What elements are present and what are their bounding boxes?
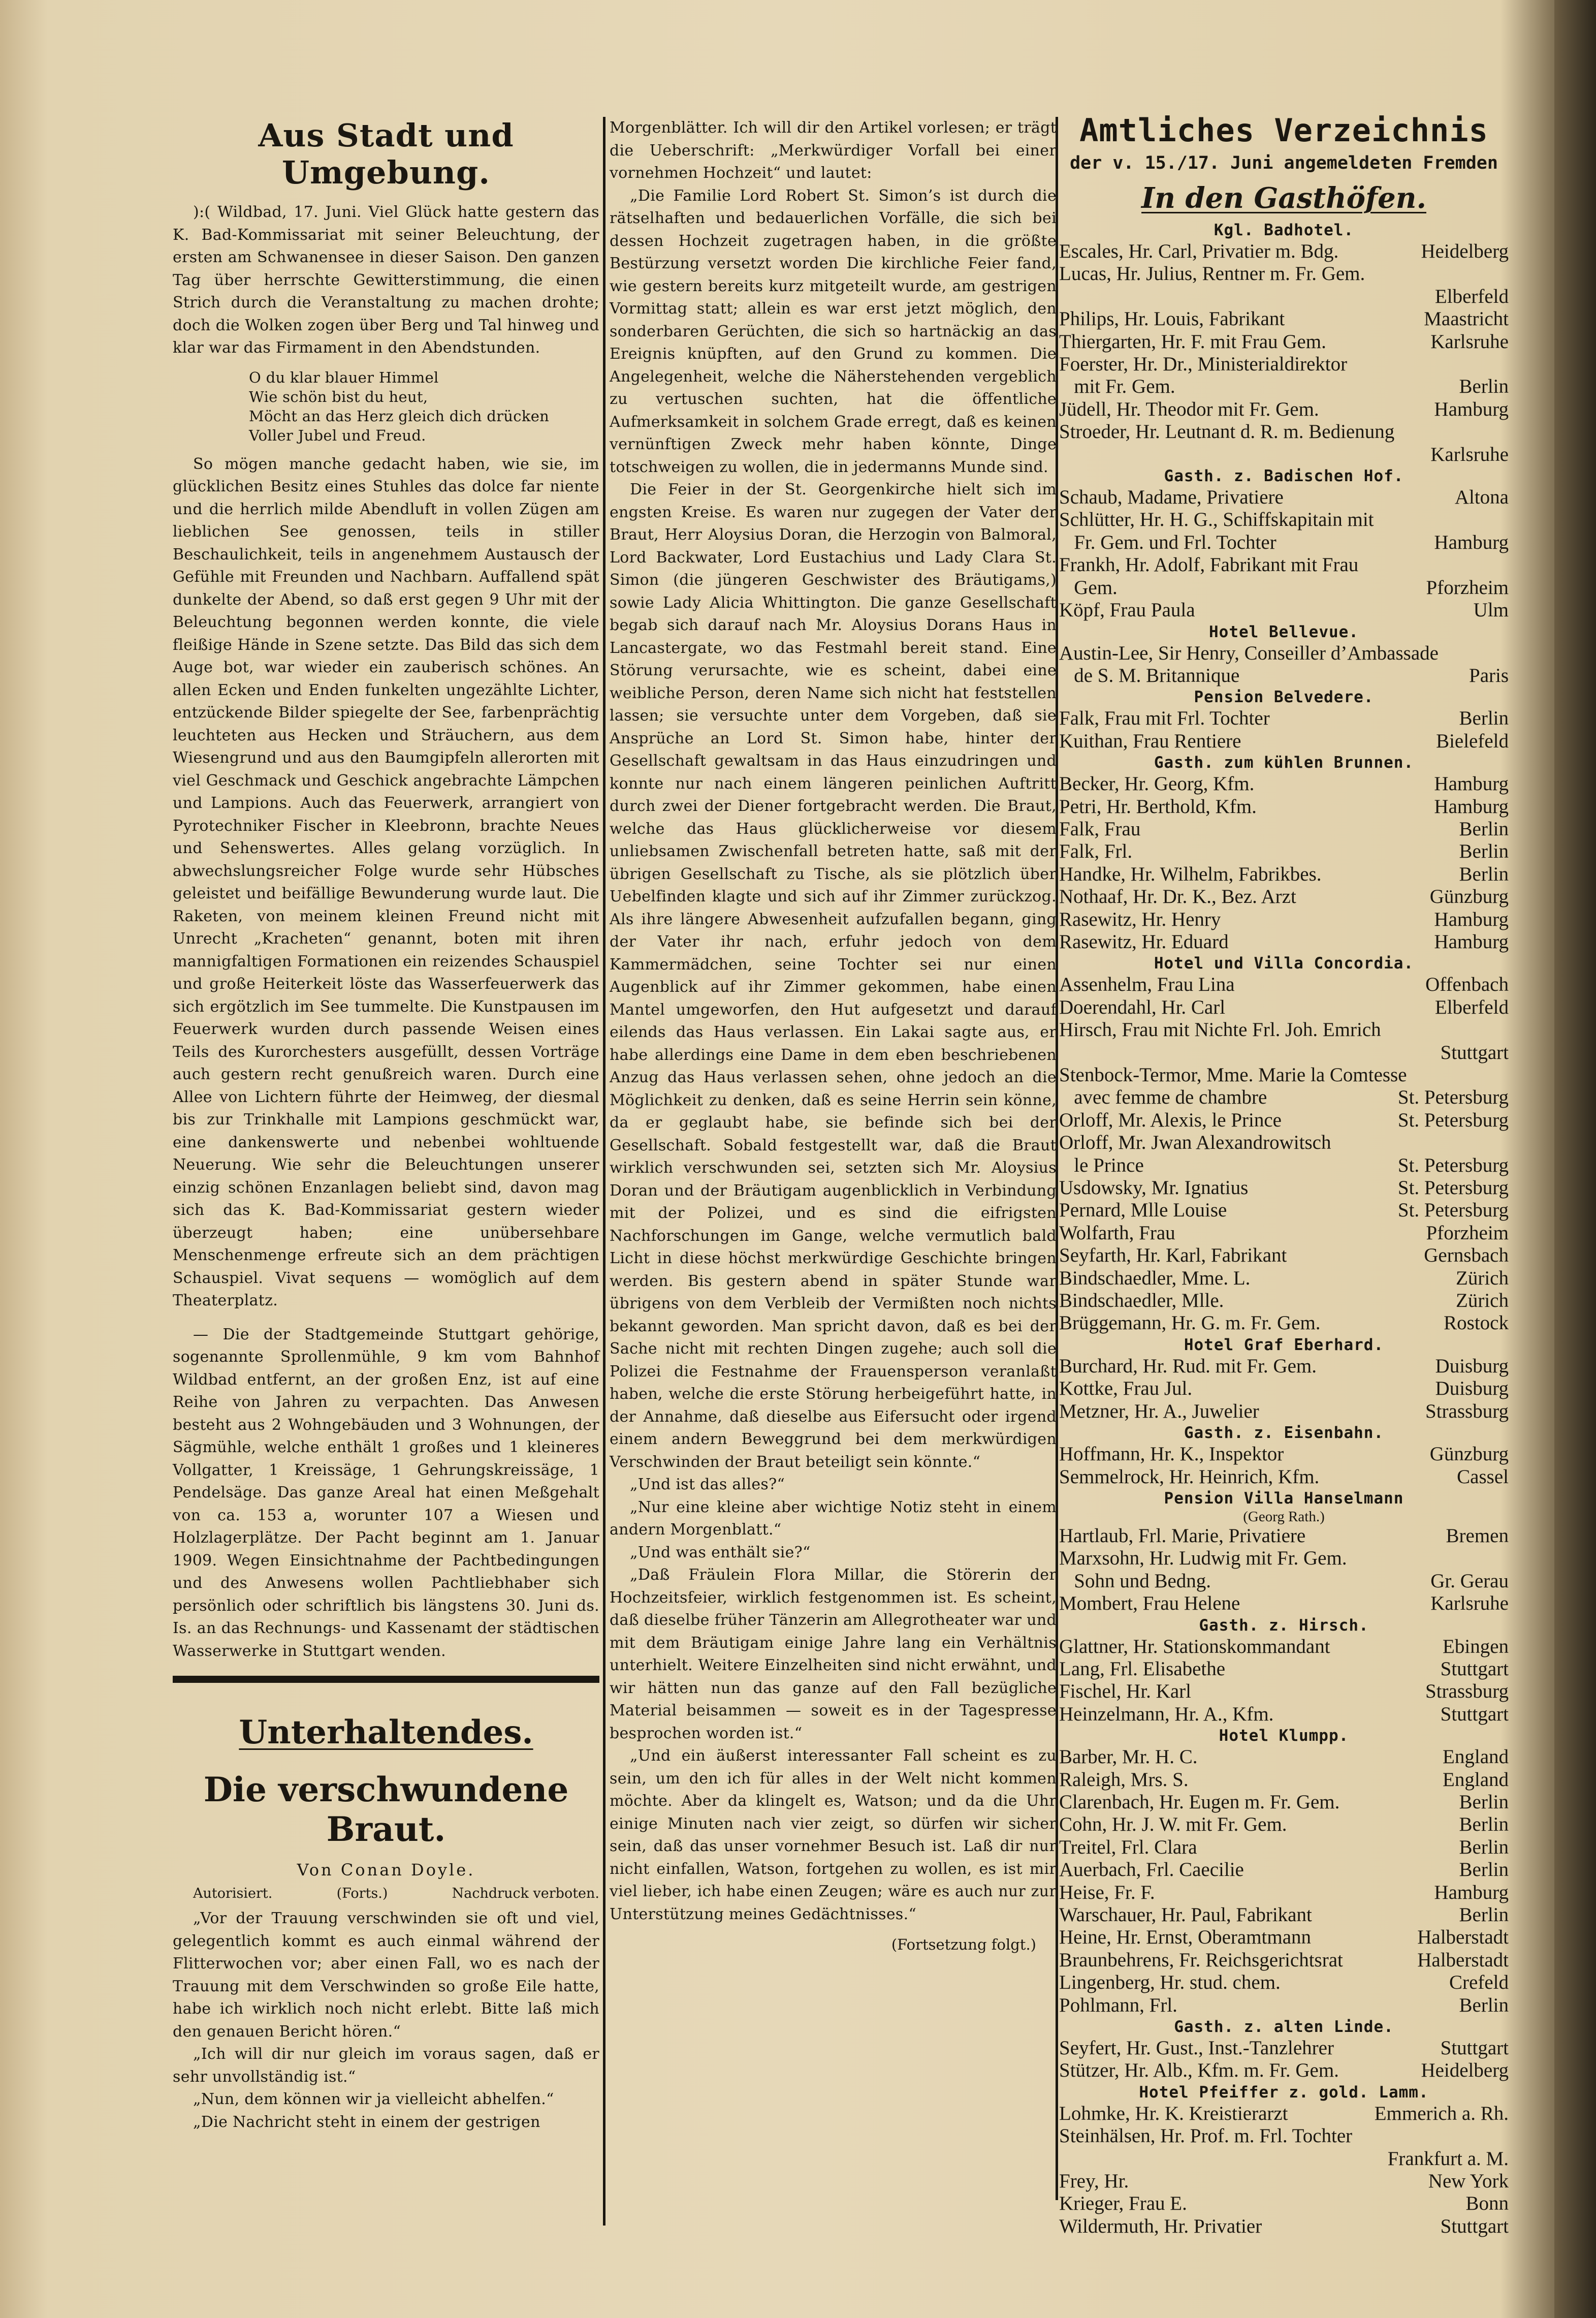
story-title: Die verschwundene Braut. xyxy=(203,1770,569,1849)
guest-origin: Hamburg xyxy=(1434,930,1509,953)
guest-entry xyxy=(1059,1746,1509,1768)
hotel-name: Hotel Klumpp. xyxy=(1219,1727,1349,1745)
guest-entry xyxy=(1059,1570,1509,1592)
guest-entry xyxy=(1059,1791,1509,1813)
guest-name: Glattner, Hr. Stationskommandant xyxy=(1059,1635,1330,1657)
guest-origin: Bonn xyxy=(1465,2192,1509,2215)
guest-entry xyxy=(1059,353,1509,375)
guest-origin: Berlin xyxy=(1459,1859,1509,1881)
guest-name: Handke, Hr. Wilhelm, Fabrikbes. xyxy=(1059,863,1322,885)
guest-origin: Rostock xyxy=(1444,1312,1509,1334)
guest-origin: Emmerich a. Rh. xyxy=(1374,2102,1509,2124)
guest-origin: England xyxy=(1443,1746,1509,1768)
guest-entry xyxy=(1059,577,1509,599)
guest-entry xyxy=(1059,1971,1509,1994)
reprint-note: Nachdruck verboten. xyxy=(452,1886,599,1901)
column-local-news xyxy=(173,102,599,2134)
guest-name: Köpf, Frau Paula xyxy=(1059,599,1195,621)
guest-name: Kuithan, Frau Rentiere xyxy=(1059,730,1241,752)
verse-line: O du klar blauer Himmel xyxy=(249,368,439,386)
guest-name: Treitel, Frl. Clara xyxy=(1059,1836,1197,1858)
verse-line: Voller Jubel und Freud. xyxy=(249,426,426,444)
guest-entry xyxy=(1059,1882,1509,1904)
guest-name: Assenhelm, Frau Lina xyxy=(1059,974,1235,996)
guest-name: Cohn, Hr. J. W. mit Fr. Gem. xyxy=(1059,1813,1287,1836)
section-title-local-news: Aus Stadt und Umgebung. xyxy=(258,117,514,191)
guest-origin: Pforzheim xyxy=(1426,576,1509,599)
guest-entry xyxy=(1059,486,1509,509)
guest-origin: Stuttgart xyxy=(1440,1703,1509,1725)
guest-entry xyxy=(1059,1177,1509,1199)
story-paragraph: „Und was enthält sie?“ xyxy=(630,1543,811,1561)
guest-name: Lohmke, Hr. K. Kreistierarzt xyxy=(1059,2102,1288,2124)
guest-origin: Hamburg xyxy=(1434,398,1509,420)
guest-origin: Zürich xyxy=(1456,1267,1509,1289)
guest-name: Pernard, Mlle Louise xyxy=(1059,1199,1227,1221)
guest-entry xyxy=(1059,886,1509,908)
guest-entry xyxy=(1059,665,1509,687)
guest-name: Becker, Hr. Georg, Kfm. xyxy=(1059,773,1255,795)
guest-origin xyxy=(1505,1064,1509,1086)
guest-entry xyxy=(1059,1355,1509,1377)
guest-entry xyxy=(1059,818,1509,840)
guest-name: Escales, Hr. Carl, Privatier m. Bdg. xyxy=(1059,240,1339,262)
guest-name: Thiergarten, Hr. F. mit Frau Gem. xyxy=(1059,330,1326,353)
guest-name: Rasewitz, Hr. Henry xyxy=(1059,908,1221,930)
guest-entry xyxy=(1059,1658,1509,1680)
guest-name: Kottke, Frau Jul. xyxy=(1059,1377,1193,1400)
register-subtitle: der v. 15./17. Juni angemeldeten Fremden xyxy=(1070,153,1498,173)
guest-origin: Berlin xyxy=(1459,840,1509,863)
guest-entry xyxy=(1059,2148,1509,2170)
guest-name: Bindschaedler, Mlle. xyxy=(1059,1290,1224,1312)
hotel-name: Pension Belvedere. xyxy=(1194,688,1374,707)
guest-name: mit Fr. Gem. xyxy=(1059,375,1175,398)
hotel-name: Hotel Graf Eberhard. xyxy=(1184,1335,1384,1354)
guest-entry xyxy=(1059,2170,1509,2192)
guest-name: avec femme de chambre xyxy=(1059,1086,1267,1109)
story-paragraph: „Nun, dem können wir ja vielleicht abhelfen.“ xyxy=(193,2090,554,2108)
guest-name: Heinzelmann, Hr. A., Kfm. xyxy=(1059,1703,1274,1725)
guest-name: Falk, Frl. xyxy=(1059,840,1133,863)
guest-entry xyxy=(1059,1859,1509,1881)
guest-name: Lang, Frl. Elisabethe xyxy=(1059,1657,1226,1680)
guest-entry xyxy=(1059,840,1509,863)
guest-name: Auerbach, Frl. Caecilie xyxy=(1059,1859,1244,1881)
column-guest-register xyxy=(1059,102,1509,2238)
guest-origin: Berlin xyxy=(1459,707,1509,730)
guest-origin: Ebingen xyxy=(1443,1635,1509,1657)
guest-entry xyxy=(1059,444,1509,466)
guest-entry xyxy=(1059,1926,1509,1949)
hotel-name: Kgl. Badhotel. xyxy=(1214,221,1354,239)
guest-name: Semmelrock, Hr. Heinrich, Kfm. xyxy=(1059,1465,1320,1488)
guest-origin: Cassel xyxy=(1457,1465,1509,1488)
guest-name: Seyfert, Hr. Gust., Inst.-Tanzlehrer xyxy=(1059,2037,1334,2059)
column-story-continued xyxy=(610,102,1057,1953)
page-binding-edge xyxy=(1554,0,1596,2318)
guest-entry xyxy=(1059,1086,1509,1109)
guest-entry xyxy=(1059,1199,1509,1221)
guest-entry xyxy=(1059,863,1509,886)
guest-origin: Günzburg xyxy=(1429,886,1509,908)
guest-entry xyxy=(1059,2037,1509,2059)
guest-entry xyxy=(1059,1443,1509,1465)
guest-entry xyxy=(1059,909,1509,931)
guest-origin: Elberfeld xyxy=(1434,285,1509,307)
guest-entry xyxy=(1059,1813,1509,1836)
guest-origin: Ulm xyxy=(1473,599,1509,621)
guest-origin: Günzburg xyxy=(1429,1443,1509,1465)
article-paragraph: — Die der Stadtgemeinde Stuttgart gehörige, sogenannte Sprollenmühle, 9 km vom Bahnhof Wildbad entfernt, an der großen Enz, ist auf eine Reihe von Jahren zu verpachten. Das Anwesen besteht aus 2 Wohngebäuden und 3 Wohnungen, der Sägmühle, welche enthält 1 großes und 1 kleineres Vollgatter, 1 Kreissäge, 1 Gehrungskreissäge, 1 Pendelsäge. Das ganze Areal hat einen Meßgehalt von ca. 153 a, worunter 107 a Wiesen und Holzlagerplätze. Der Pacht beginnt am 1. Januar 1909. Wegen Einsichtnahme der Pachtbedingungen und des Anwesens wollen Pachtliebhaber sich persönlich oder schriftlich bis längstens 30. Juni ds. Is. an das Rechnungs- und Kassenamt der städtischen Wasserwerke in Stuttgart wenden. xyxy=(173,1325,599,1660)
guest-origin: Crefeld xyxy=(1449,1971,1509,1994)
guest-origin: Berlin xyxy=(1459,1791,1509,1813)
guest-origin xyxy=(1505,1132,1509,1154)
guest-origin: Hamburg xyxy=(1434,531,1509,553)
story-paragraph: „Nur eine kleine aber wichtige Notiz steht in einem andern Morgenblatt.“ xyxy=(610,1498,1057,1539)
hotel-subtitle: (Georg Rath.) xyxy=(1243,1508,1325,1525)
guest-origin: Berlin xyxy=(1459,818,1509,840)
guest-origin: Karlsruhe xyxy=(1430,1592,1509,1615)
story-paragraph: Die Feier in der St. Georgenkirche hielt sich im engsten Kreise. Es waren nur zugegen der Vater der Braut, Herr Aloysius Doran, die Herzogin von Balmoral, Lord Backwater, Lord Eustachius und Lady Clara St. Simon (die jüngeren Geschwister des Bräutigams,) sowie Lady Alicia Whittington. Die ganze Gesellschaft begab sich darauf nach Mr. Aloysius Dorans Haus in Lancastergate, wo das Festmahl bereit stand. Eine Störung verursachte, wie es scheint, dabei eine weibliche Person, deren Name sich nicht hat feststellen lassen; sie versuchte unter dem Vorgeben, daß sie Ansprüche an Lord St. Simon habe, hinter der Gesellschaft gewaltsam in das Haus einzudringen und konnte nur nach einem längeren peinlichen Auftritt durch zwei der Diener fortgebracht werden. Die Braut, welche das Haus glücklicherweise vor diesem unliebsamen Zwischenfall betreten hatte, saß mit der übrigen Gesellschaft zu Tische, als sie plötzlich über Uebelfinden klagte und sich auf ihr Zimmer zurückzog. Als ihre längere Abwesenheit aufzufallen begann, ging der Vater ihr nach, erfuhr jedoch von dem Kammermädchen, seine Tochter sei nur einen Augenblick auf ihr Zimmer gekommen, habe einen Mantel umgeworfen, den Hut aufgesetzt und darauf eilends das Haus verlassen. Ein Lakai sagte aus, er habe allerdings eine Dame in dem eben beschriebenen Anzug das Haus verlassen sehen, ohne jedoch an die Möglichkeit zu denken, daß es seine Herrin sein könne, da er geglaubt habe, sie befinde sich bei der Gesellschaft. Sobald festgestellt war, daß die Braut wirklich verschwunden sei, setzten sich Mr. Aloysius Doran und der Bräutigam augenblicklich in Verbindung mit der Polizei, und es sind die eifrigsten Nachforschungen im Gange, welche vermutlich bald Licht in diese höchst merkwürdige Geschichte bringen werden. Bis gestern abend in später Stunde war übrigens von dem Verbleib der Vermißten noch nichts bekannt geworden. Man spricht davon, daß es bei der Sache nicht mit rechten Dingen zugehe; auch soll die Polizei die Festnahme der Frauensperson veranlaßt haben, welche die erste Störung herbeigeführt hatte, in der Annahme, daß dieselbe aus Eifersucht oder irgend einem andern Beweggrund bei dem merkwürdigen Verschwinden der Braut beteiligt sein könnte.“ xyxy=(610,481,1057,1471)
guest-entry xyxy=(1059,375,1509,398)
guest-origin: Duisburg xyxy=(1435,1355,1509,1377)
guest-entry xyxy=(1059,1244,1509,1267)
guest-entry xyxy=(1059,1019,1509,1041)
guest-name: Orloff, Mr. Alexis, le Prince xyxy=(1059,1109,1282,1131)
story-paragraph: „Vor der Trauung verschwinden sie oft und viel, gelegentlich kommt es auch einmal während der Flitterwochen vor; aber einen Fall, wo es nach der Trauung mit dem Verschwinden so große Eile hatte, habe ich wirklich noch nicht erlebt. Bitte laß mich den genauen Bericht hören.“ xyxy=(173,1909,599,2041)
guest-origin: Offenbach xyxy=(1425,974,1509,996)
guest-name: Brüggemann, Hr. G. m. Fr. Gem. xyxy=(1059,1312,1321,1334)
hotel-name: Gasth. z. alten Linde. xyxy=(1174,2018,1394,2037)
section-divider xyxy=(173,1676,599,1683)
guest-name: Seyfarth, Hr. Karl, Fabrikant xyxy=(1059,1244,1287,1267)
guest-origin: Heidelberg xyxy=(1421,2059,1509,2082)
guest-name: Metzner, Hr. A., Juwelier xyxy=(1059,1400,1259,1422)
guest-origin: Halberstadt xyxy=(1417,1949,1509,1971)
guest-register-list xyxy=(1059,220,1509,2238)
guest-origin: Hamburg xyxy=(1434,795,1509,818)
guest-entry xyxy=(1059,1064,1509,1086)
guest-origin: Bremen xyxy=(1446,1524,1509,1547)
guest-name: Petri, Hr. Berthold, Kfm. xyxy=(1059,795,1257,818)
guest-name: Fischel, Hr. Karl xyxy=(1059,1680,1191,1703)
guest-entry xyxy=(1059,1636,1509,1658)
guest-name: Orloff, Mr. Jwan Alexandrowitsch xyxy=(1059,1132,1331,1154)
story-text-continued xyxy=(610,117,1057,1926)
guest-entry xyxy=(1059,1290,1509,1312)
guest-origin: New York xyxy=(1428,2170,1509,2192)
continued-note: (Forts.) xyxy=(336,1886,388,1901)
guest-entry xyxy=(1059,642,1509,665)
guest-origin: St. Petersburg xyxy=(1397,1199,1509,1221)
guest-origin: Stuttgart xyxy=(1440,1657,1509,1680)
guest-name: Burchard, Hr. Rud. mit Fr. Gem. xyxy=(1059,1355,1317,1377)
guest-name: Pohlmann, Frl. xyxy=(1059,1994,1177,2016)
guest-origin: Berlin xyxy=(1459,1904,1509,1926)
guest-name: Stenbock-Termor, Mme. Marie la Comtesse xyxy=(1059,1064,1407,1086)
register-section-title: In den Gasthöfen. xyxy=(1141,181,1426,215)
guest-entry xyxy=(1059,1703,1509,1726)
guest-name: Schlütter, Hr. H. G., Schiffskapitain mit xyxy=(1059,509,1374,531)
guest-entry xyxy=(1059,773,1509,795)
guest-name: Raleigh, Mrs. S. xyxy=(1059,1768,1189,1791)
guest-name: Sohn und Bedng. xyxy=(1059,1570,1211,1592)
hotel-name: Pension Villa Hanselmann xyxy=(1164,1489,1404,1508)
guest-entry xyxy=(1059,1466,1509,1488)
guest-name: Braunbehrens, Fr. Reichsgerichtsrat xyxy=(1059,1949,1343,1971)
guest-entry xyxy=(1059,1132,1509,1154)
guest-name: Austin-Lee, Sir Henry, Conseiller d’Ambassade xyxy=(1059,642,1439,664)
guest-origin: England xyxy=(1443,1768,1509,1791)
guest-origin: Halberstadt xyxy=(1417,1926,1509,1949)
guest-entry xyxy=(1059,2192,1509,2215)
guest-entry xyxy=(1059,996,1509,1019)
guest-origin: Maastricht xyxy=(1424,308,1509,330)
guest-name: Rasewitz, Hr. Eduard xyxy=(1059,930,1229,953)
guest-origin: Hamburg xyxy=(1434,1881,1509,1903)
guest-name: Fr. Gem. und Frl. Tochter xyxy=(1059,531,1276,553)
guest-origin: Elberfeld xyxy=(1434,996,1509,1018)
guest-name: le Prince xyxy=(1059,1154,1144,1176)
guest-entry xyxy=(1059,1592,1509,1615)
guest-origin xyxy=(1505,2125,1509,2147)
guest-name: Foerster, Hr. Dr., Ministerialdirektor xyxy=(1059,353,1348,375)
guest-entry xyxy=(1059,421,1509,443)
guest-name: Doerendahl, Hr. Carl xyxy=(1059,996,1226,1018)
guest-name: Steinhälsen, Hr. Prof. m. Frl. Tochter xyxy=(1059,2125,1353,2147)
guest-name: Warschauer, Hr. Paul, Fabrikant xyxy=(1059,1904,1312,1926)
guest-name: Clarenbach, Hr. Eugen m. Fr. Gem. xyxy=(1059,1791,1340,1813)
guest-name: Wildermuth, Hr. Privatier xyxy=(1059,2215,1262,2237)
guest-name: Falk, Frau mit Frl. Tochter xyxy=(1059,707,1270,730)
guest-name: Heine, Hr. Ernst, Oberamtmann xyxy=(1059,1926,1312,1949)
guest-origin: Duisburg xyxy=(1435,1377,1509,1400)
guest-origin: Altona xyxy=(1454,486,1509,509)
guest-origin: Berlin xyxy=(1459,375,1509,398)
poem-verse xyxy=(249,368,599,445)
hotel-name: Hotel Bellevue. xyxy=(1209,622,1359,641)
guest-name: Marxsohn, Hr. Ludwig mit Fr. Gem. xyxy=(1059,1547,1347,1570)
guest-entry xyxy=(1059,1154,1509,1177)
guest-name: Bindschaedler, Mme. L. xyxy=(1059,1267,1251,1289)
guest-entry xyxy=(1059,1949,1509,1971)
hotel-name: Hotel und Villa Concordia. xyxy=(1154,954,1414,973)
verse-line: Wie schön bist du heut, xyxy=(249,388,428,405)
guest-entry xyxy=(1059,974,1509,996)
guest-origin: Berlin xyxy=(1459,863,1509,885)
guest-name: Stützer, Hr. Alb., Kfm. m. Fr. Gem. xyxy=(1059,2059,1339,2082)
guest-origin: St. Petersburg xyxy=(1397,1177,1509,1199)
story-paragraph: „Und ist das alles?“ xyxy=(630,1476,785,1493)
hotel-name: Gasth. z. Badischen Hof. xyxy=(1164,467,1404,486)
guest-entry xyxy=(1059,2215,1509,2238)
story-paragraph: „Die Familie Lord Robert St. Simon’s ist durch die rätselhaften und bedauerlichen Vorfälle, die sich bei dessen Hochzeit zugetragen haben, in die größte Bestürzung versetzt worden Die kirchliche Feier fand, wie gestern bereits kurz mitgeteilt wurde, am gestrigen Vormittag statt; allein es war erst jetzt möglich, den sonderbaren Gerüchten, die sich so hartnäckig an das Ereignis knüpften, auf den Grund zu kommen. Die Angelegenheit, welche die Näherstehenden vergeblich zu vertuschen suchten, hat die öffentliche Aufmerksamkeit in solchem Grade erregt, daß es keinen vernünftigen Zweck mehr haben könnte, Dinge totschweigen zu wollen, die in jedermanns Munde sind. xyxy=(610,186,1057,476)
section-title-feuilleton: Unterhaltendes. xyxy=(239,1713,533,1751)
guest-origin: St. Petersburg xyxy=(1397,1154,1509,1176)
guest-entry xyxy=(1059,1769,1509,1791)
story-notes xyxy=(193,1886,599,1901)
guest-origin: Paris xyxy=(1469,664,1509,686)
guest-entry xyxy=(1059,1377,1509,1400)
article-paragraph: ):( Wildbad, 17. Juni. Viel Glück hatte gestern das K. Bad-Kommissariat mit seiner Beleuchtung, der ersten am Schwanensee in dieser Saison. Den ganzen Tag über herrschte Gewitterstimmung, die einen Strich durch die Veranstaltung zu machen drohte; doch die Wolken zogen über Berg und Tal hinweg und klar war das Firmament in den Abendstunden. xyxy=(173,203,599,357)
guest-entry xyxy=(1059,2103,1509,2125)
guest-entry xyxy=(1059,1109,1509,1132)
guest-name: Philips, Hr. Louis, Fabrikant xyxy=(1059,308,1285,330)
guest-name: Krieger, Frau E. xyxy=(1059,2192,1187,2215)
guest-entry xyxy=(1059,1222,1509,1244)
story-paragraph: Morgenblätter. Ich will dir den Artikel vorlesen; er trägt die Ueberschrift: „Merkwürdiger Vorfall bei einer vornehmen Hochzeit“ und lautet: xyxy=(610,119,1057,182)
story-paragraph: „Ich will dir nur gleich im voraus sagen, daß er sehr unvollständig ist.“ xyxy=(173,2045,599,2086)
guest-entry xyxy=(1059,599,1509,621)
guest-name: Frey, Hr. xyxy=(1059,2170,1129,2192)
story-text xyxy=(173,1907,599,2134)
guest-origin: Heidelberg xyxy=(1421,240,1509,262)
guest-origin: Zürich xyxy=(1456,1290,1509,1312)
guest-origin xyxy=(1505,421,1509,443)
guest-entry xyxy=(1059,796,1509,818)
guest-origin: Pforzheim xyxy=(1426,1221,1509,1244)
column-rule xyxy=(603,117,605,2226)
guest-entry xyxy=(1059,1267,1509,1290)
guest-origin: Gr. Gerau xyxy=(1430,1570,1509,1592)
guest-entry xyxy=(1059,263,1509,285)
guest-entry xyxy=(1059,1680,1509,1703)
hotel-name: Gasth. zum kühlen Brunnen. xyxy=(1154,754,1414,772)
guest-origin: Gernsbach xyxy=(1424,1244,1509,1267)
story-author: Von Conan Doyle. xyxy=(297,1860,475,1880)
guest-origin: Berlin xyxy=(1459,1813,1509,1836)
register-title: Amtliches Verzeichnis xyxy=(1079,112,1488,149)
story-paragraph: „Und ein äußerst interessanter Fall scheint es zu sein, um den ich für alles in der Welt nicht kommen möchte. Aber da klingelt es, Watson; und da die Uhr einige Minuten nach vier zeigt, so dürfen wir sicher sein, daß das unser vornehmer Besuch ist. Laß dir nur nicht einfallen, Watson, fortgehen zu wollen, es ist mir viel lieber, ich habe einen Zeugen; wäre es auch nur zur Unterstützung meines Gedächtnisses.“ xyxy=(610,1747,1057,1923)
guest-origin: Stuttgart xyxy=(1440,2037,1509,2059)
guest-origin: Berlin xyxy=(1459,1836,1509,1858)
local-news-text xyxy=(173,201,599,1663)
story-paragraph: „Die Nachricht steht in einem der gestrigen xyxy=(193,2113,540,2131)
guest-origin: St. Petersburg xyxy=(1397,1086,1509,1109)
guest-origin: Frankfurt a. M. xyxy=(1387,2147,1509,2170)
guest-origin: St. Petersburg xyxy=(1397,1109,1509,1131)
guest-origin: Hamburg xyxy=(1434,908,1509,930)
story-paragraph: „Daß Fräulein Flora Millar, die Störerin der Hochzeitsfeier, wirklich festgenommen ist. Es scheint, daß dieselbe früher Tänzerin am Allegrotheater war und mit dem Bräutigam einige Jahre lang ein Verhältnis unterhielt. Weitere Einzelheiten sind nicht erwähnt, und wir hätten nun das ganze auf den Fall bezügliche Material beisammen — soweit es in der Tagespresse besprochen worden ist.“ xyxy=(610,1566,1057,1742)
guest-origin xyxy=(1505,263,1509,285)
guest-entry xyxy=(1059,1547,1509,1570)
hotel-name: Hotel Pfeiffer z. gold. Lamm. xyxy=(1139,2083,1429,2102)
guest-name: Jüdell, Hr. Theodor mit Fr. Gem. xyxy=(1059,398,1319,420)
guest-entry xyxy=(1059,707,1509,730)
guest-name: Barber, Mr. H. C. xyxy=(1059,1746,1198,1768)
guest-name: de S. M. Britannique xyxy=(1059,664,1240,686)
guest-entry xyxy=(1059,554,1509,576)
guest-name: Hoffmann, Hr. K., Inspektor xyxy=(1059,1443,1284,1465)
guest-entry xyxy=(1059,1400,1509,1423)
guest-origin: Karlsruhe xyxy=(1430,443,1509,465)
guest-entry xyxy=(1059,1904,1509,1926)
guest-entry xyxy=(1059,308,1509,330)
guest-entry xyxy=(1059,2125,1509,2147)
guest-origin xyxy=(1505,509,1509,531)
guest-origin xyxy=(1505,554,1509,576)
guest-origin: Hamburg xyxy=(1434,773,1509,795)
guest-origin: Berlin xyxy=(1459,1994,1509,2016)
guest-name: Lingenberg, Hr. stud. chem. xyxy=(1059,1971,1281,1994)
guest-origin: Stuttgart xyxy=(1440,1041,1509,1063)
guest-origin xyxy=(1505,353,1509,375)
guest-origin xyxy=(1505,1547,1509,1570)
guest-name: Frankh, Hr. Adolf, Fabrikant mit Frau xyxy=(1059,554,1359,576)
guest-origin xyxy=(1505,1019,1509,1041)
guest-entry xyxy=(1059,1312,1509,1334)
guest-entry xyxy=(1059,931,1509,953)
guest-name: Nothaaf, Hr. Dr. K., Bez. Arzt xyxy=(1059,886,1296,908)
guest-entry xyxy=(1059,240,1509,263)
guest-name: Falk, Frau xyxy=(1059,818,1141,840)
guest-origin: Strassburg xyxy=(1425,1680,1509,1703)
guest-entry xyxy=(1059,509,1509,531)
guest-entry xyxy=(1059,398,1509,421)
guest-entry xyxy=(1059,1836,1509,1859)
guest-name: Lucas, Hr. Julius, Rentner m. Fr. Gem. xyxy=(1059,263,1365,285)
verse-line: Möcht an das Herz gleich dich drücken xyxy=(249,407,550,425)
guest-name: Gem. xyxy=(1059,576,1118,599)
guest-origin xyxy=(1505,642,1509,665)
guest-name: Schaub, Madame, Privatiere xyxy=(1059,486,1284,509)
guest-name: Usdowsky, Mr. Ignatius xyxy=(1059,1177,1249,1199)
authorized-note: Autorisiert. xyxy=(193,1886,273,1901)
guest-entry xyxy=(1059,286,1509,308)
guest-entry xyxy=(1059,531,1509,554)
guest-entry xyxy=(1059,2059,1509,2082)
guest-name: Heise, Fr. F. xyxy=(1059,1881,1155,1903)
hotel-name: Gasth. z. Eisenbahn. xyxy=(1184,1424,1384,1443)
guest-entry xyxy=(1059,331,1509,353)
guest-name: Stroeder, Hr. Leutnant d. R. m. Bedienung xyxy=(1059,421,1395,443)
guest-name: Mombert, Frau Helene xyxy=(1059,1592,1240,1615)
article-paragraph: So mögen manche gedacht haben, wie sie, im glücklichen Besitz eines Stuhles das dolce far niente und die herrlich milde Abendluft in vollen Zügen am lieblichen See genossen, teils in stiller Beschaulichkeit, teils in angenehmem Austausch der Gefühle mit Freunden und Nachbarn. Auffallend spät dunkelte der Abend, so daß erst gegen 9 Uhr mit der Beleuchtung begonnen werden konnte, die viele fleißige Hände in Szene setzte. Das Bild das sich dem Auge bot, war wieder ein zauberisch schönes. An allen Ecken und Enden funkelten ungezählte Lichter, entzückende Bilder spiegelte der See, farbenprächtig leuchteten aus Hecken und Sträuchern, aus dem Wiesengrund und aus den Baumgipfeln allerorten mit viel Geschmack und Geschick angebrachte Lämpchen und Lampions. Auch das Feuerwerk, arrangiert von Pyrotechniker Fischer in Kleebronn, brachte Neues und Sehenswertes. Alles gelang vorzüglich. In abwechslungsreicher Folge wurde sehr Hübsches geleistet und beifällige Bewunderung wurde laut. Die Raketen, von meinem kleinen Freund nicht mit Unrecht „Kracheten“ genannt, boten mit ihren mannigfaltigen Formationen ein reizendes Schauspiel und große Heiterkeit löste das Wasserfeuerwerk das sich ergötzlich im See tummelte. Die Kunstpausen im Feuerwerk wurden durch passende Weisen eines Teils des Kurorchesters ausgefüllt, dessen Vorträge auch gestern recht genußreich waren. Durch eine Allee von Lichtern führte der Heimweg, der diesmal bis zur Trinkhalle mit Lampions geschmückt war, eine dankenswerte und nebenbei wohltuende Neuerung. Wie sehr die Beleuchtungen unserer einzig schönen Enzanlagen beliebt sind, davon mag sich das K. Bad-Kommissariat gestern wieder überzeugt haben; eine unübersehbare Menschenmenge erfreute sich an dem prächtigen Schauspiel. Vivat sequens — womöglich auf dem Theaterplatz. xyxy=(173,455,599,1309)
guest-name: Hartlaub, Frl. Marie, Privatiere xyxy=(1059,1524,1306,1547)
guest-name: Hirsch, Frau mit Nichte Frl. Joh. Emrich xyxy=(1059,1019,1381,1041)
guest-entry xyxy=(1059,1042,1509,1064)
guest-name: Wolfarth, Frau xyxy=(1059,1221,1175,1244)
guest-entry xyxy=(1059,1994,1509,2017)
guest-origin: Bielefeld xyxy=(1436,730,1509,752)
hotel-name: Gasth. z. Hirsch. xyxy=(1199,1616,1369,1635)
guest-origin: Strassburg xyxy=(1425,1400,1509,1422)
guest-origin: Stuttgart xyxy=(1440,2215,1509,2237)
to-be-continued: (Fortsetzung folgt.) xyxy=(891,1936,1036,1953)
guest-entry xyxy=(1059,1525,1509,1547)
guest-entry xyxy=(1059,730,1509,753)
guest-origin: Karlsruhe xyxy=(1430,330,1509,353)
